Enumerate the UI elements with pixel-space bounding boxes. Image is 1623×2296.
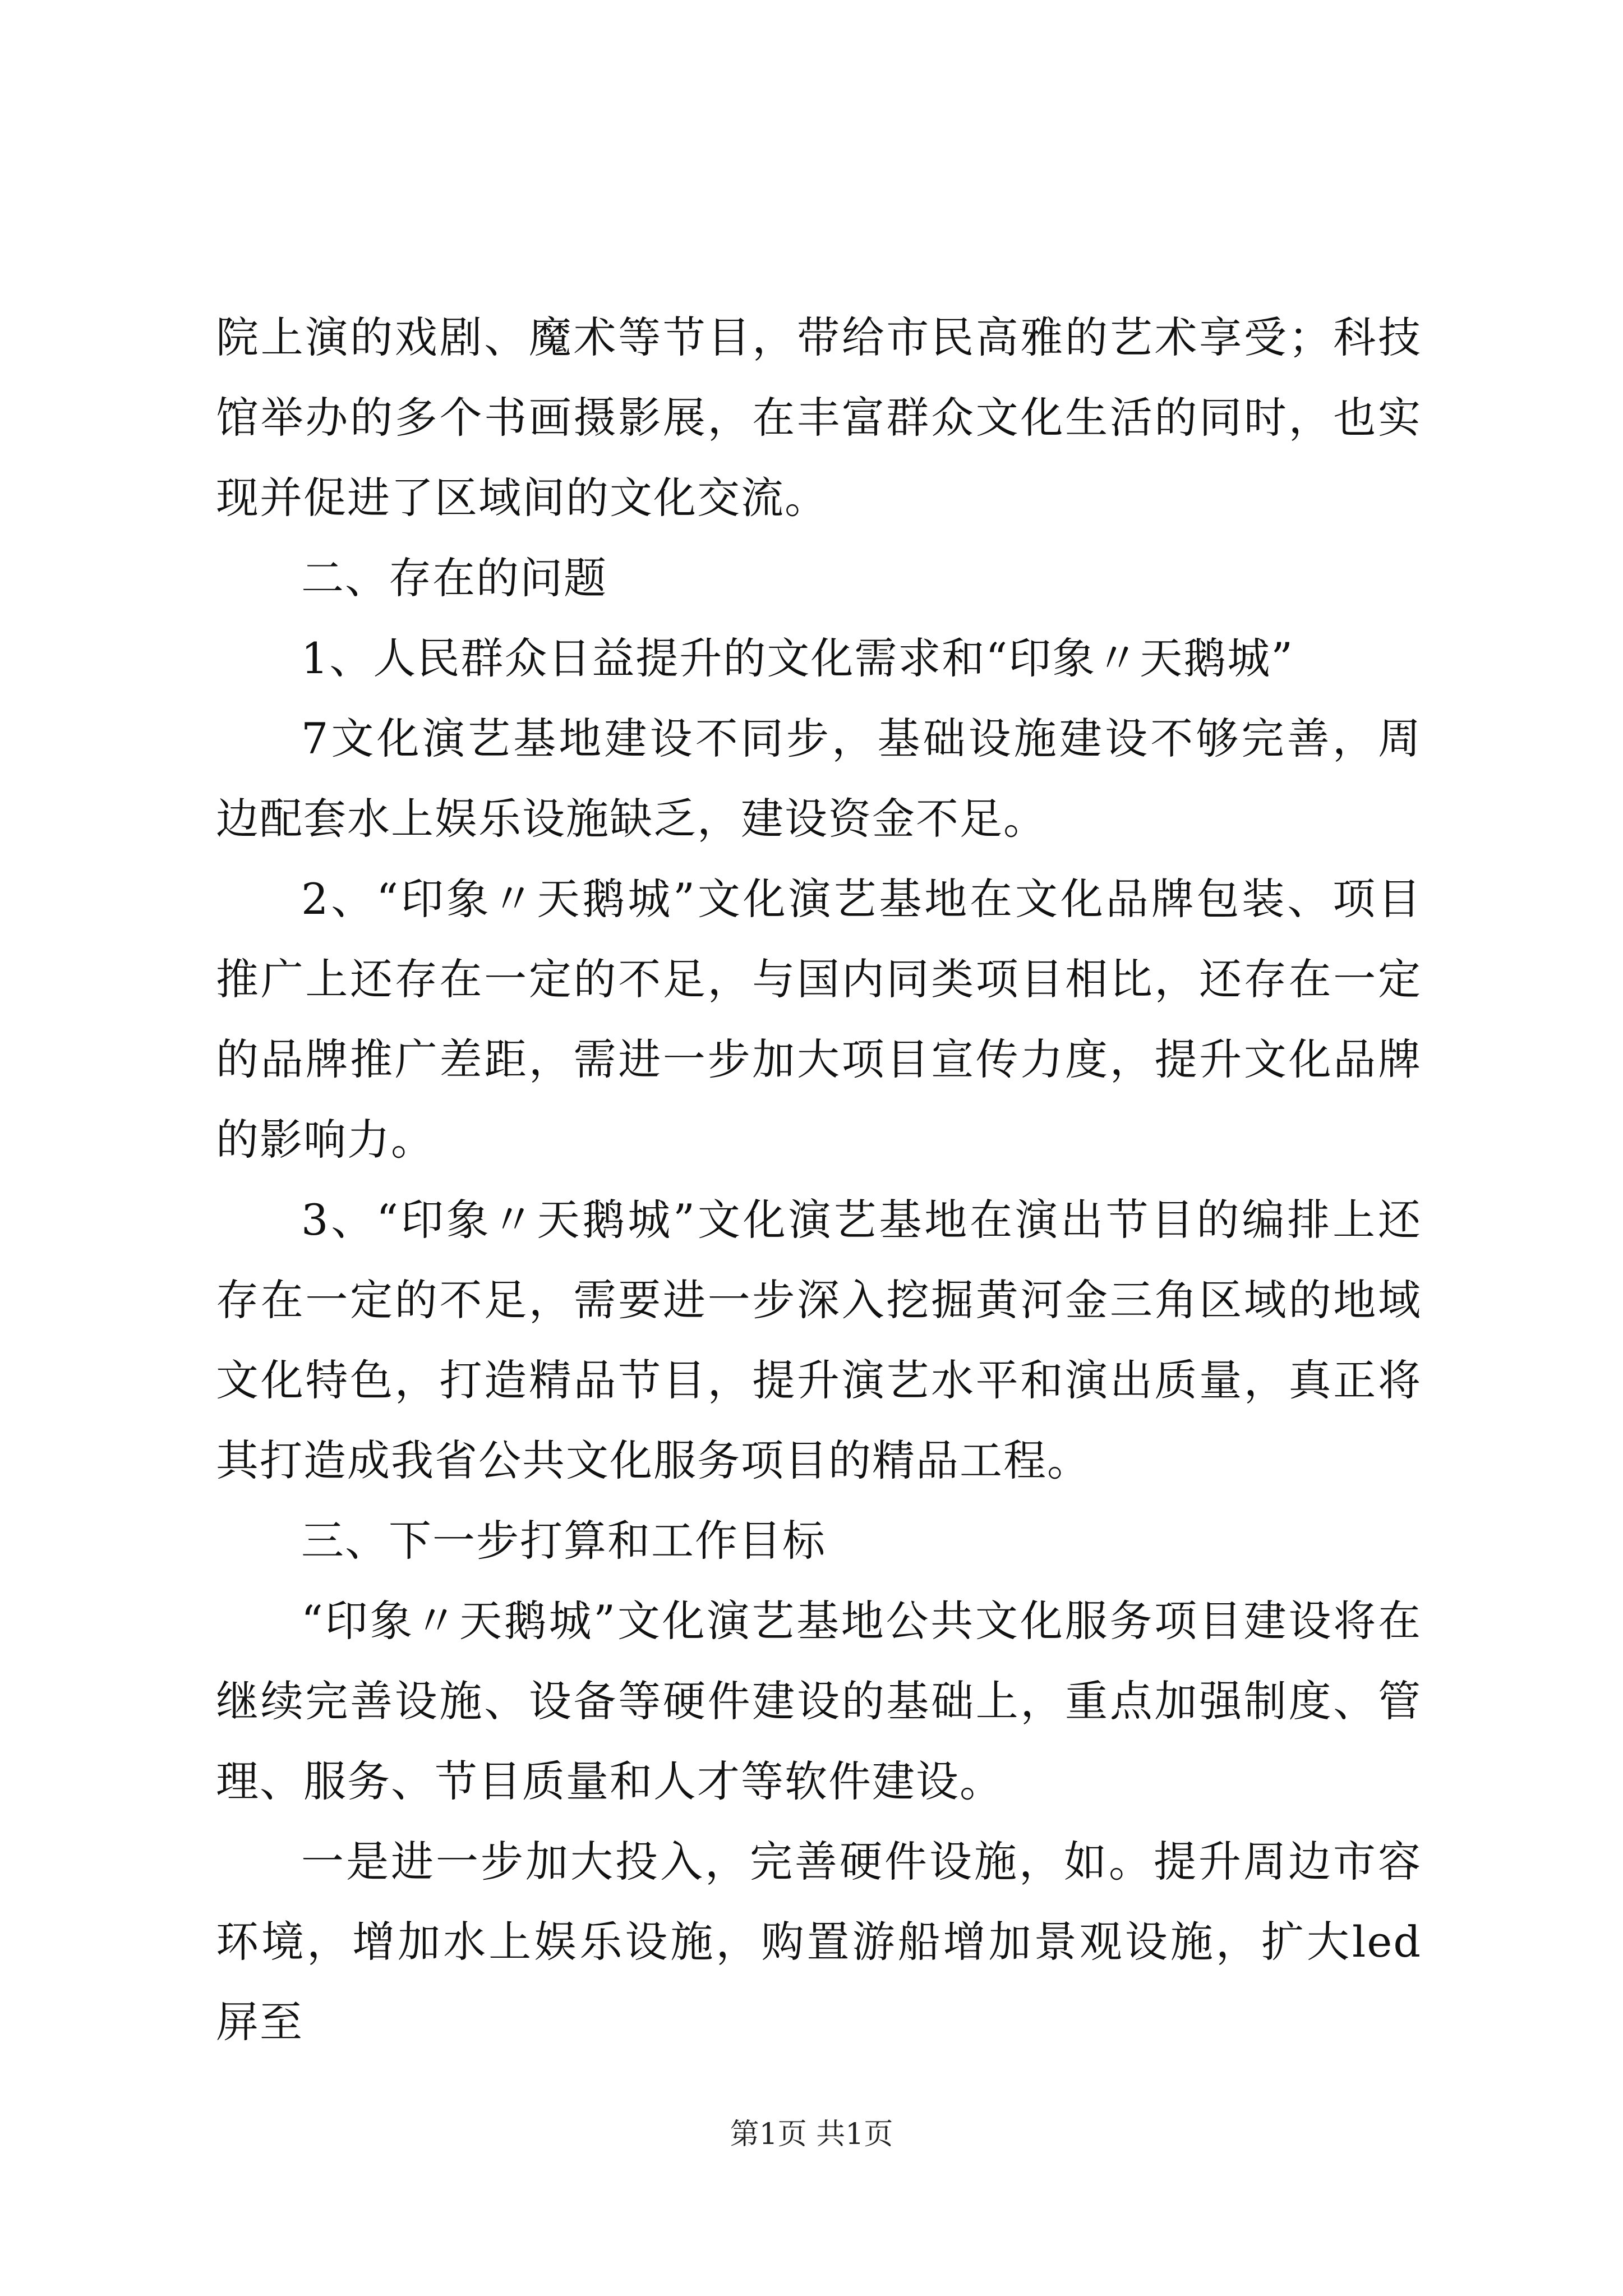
document-body [216, 297, 1422, 2062]
page-footer: 第1页 共1页 [730, 2118, 893, 2151]
paragraph-continuation: 院上演的戏剧、魔术等节目，带给市民高雅的艺术享受；科技馆举办的多个书画摄影展，在丰富群众文化生活的同时，也实现并促进了区域间的文化交流。 [216, 312, 1422, 523]
paragraph-problem-3: 3、“印象〃天鹅城”文化演艺基地在演出节目的编排上还存在一定的不足，需要进一步深入挖掘黄河金三角区域的地域文化特色，打造精品节目，提升演艺水平和演出质量，真正将其打造成我省公共文化服务项目的精品工程。 [216, 1195, 1422, 1485]
paragraph-problem-1-continued: 7文化演艺基地建设不同步，基础设施建设不够完善，周边配套水上娱乐设施缺乏，建设资金不足。 [216, 714, 1422, 844]
paragraph-investment: 一是进一步加大投入，完善硬件设施，如。提升周边市容环境，增加水上娱乐设施，购置游船增加景观设施，扩大led屏至 [216, 1837, 1422, 2047]
section-heading-next-steps: 三、下一步打算和工作目标 [301, 1516, 826, 1566]
paragraph-next-steps-intro: “印象〃天鹅城”文化演艺基地公共文化服务项目建设将在继续完善设施、设备等硬件建设的基础上，重点加强制度、管理、服务、节目质量和人才等软件建设。 [216, 1596, 1422, 1806]
section-heading-problems: 二、存在的问题 [301, 553, 607, 603]
paragraph-problem-1: 1、人民群众日益提升的文化需求和“印象〃天鹅城” [301, 633, 1294, 683]
paragraph-problem-2: 2、“印象〃天鹅城”文化演艺基地在文化品牌包装、项目推广上还存在一定的不足，与国内同类项目相比，还存在一定的品牌推广差距，需进一步加大项目宣传力度，提升文化品牌的影响力。 [216, 874, 1422, 1165]
